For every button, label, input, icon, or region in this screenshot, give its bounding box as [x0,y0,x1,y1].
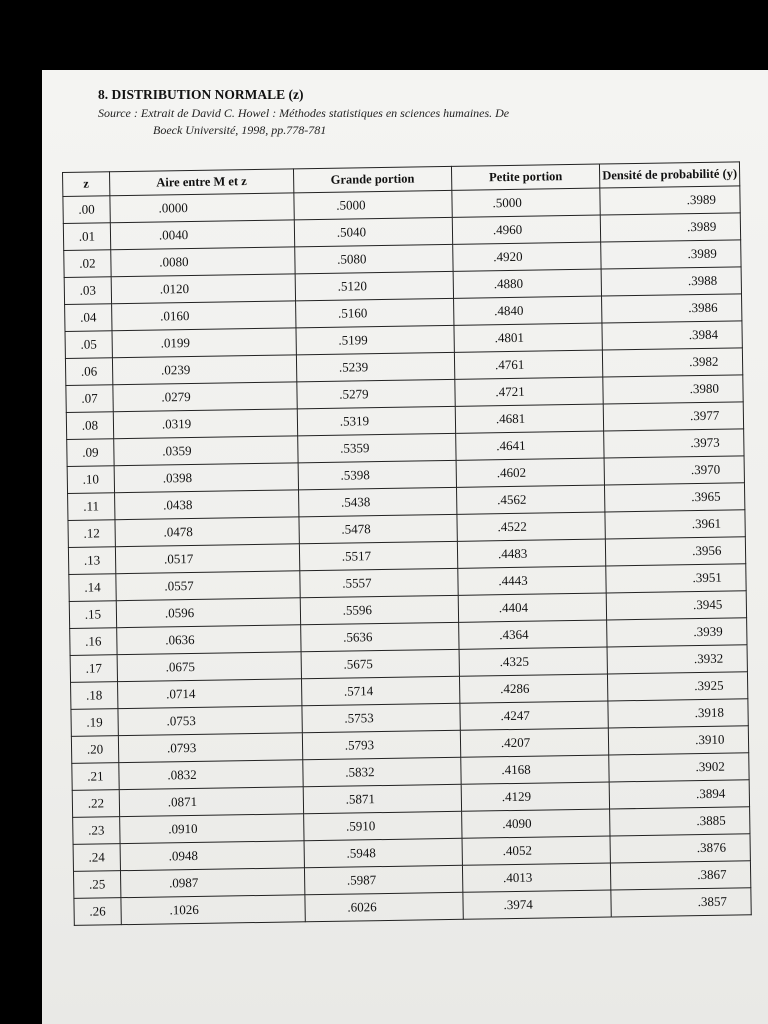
cell-densite: .3885 [610,807,750,836]
cell-grande: .5040 [294,217,453,246]
cell-aire: .0359 [114,436,298,466]
cell-aire: .0199 [112,328,296,358]
cell-grande: .5120 [295,271,454,300]
cell-aire: .0871 [119,787,303,817]
cell-densite: .3894 [609,780,749,809]
source-line-1: Source : Extrait de David C. Howel : Méthodes statistiques en sciences humaines. De [98,106,510,120]
cell-z: .02 [64,250,111,278]
cell-z: .06 [65,358,112,386]
cell-grande: .5000 [294,190,453,219]
cell-petite: .4681 [455,404,604,433]
cell-grande: .5636 [300,622,459,651]
cell-densite: .3956 [605,537,745,566]
cell-grande: .5675 [301,649,460,678]
cell-petite: .4286 [459,674,608,703]
cell-grande: .5948 [304,838,463,867]
cell-z: .14 [69,574,116,602]
cell-petite: .4325 [459,647,608,676]
cell-petite: .4562 [456,485,605,514]
cell-grande: .5832 [303,757,462,786]
cell-petite: .4880 [453,269,602,298]
cell-z: .22 [72,790,119,818]
cell-z: .13 [68,547,115,575]
cell-densite: .3961 [605,510,745,539]
cell-aire: .0160 [112,301,296,331]
cell-densite: .3857 [611,888,751,917]
cell-densite: .3973 [604,429,744,458]
cell-grande: .5910 [303,811,462,840]
cell-aire: .0517 [115,544,299,574]
cell-densite: .3980 [603,375,743,404]
cell-densite: .3939 [607,618,747,647]
cell-z: .10 [67,466,114,494]
cell-densite: .3988 [601,267,741,296]
cell-aire: .0438 [114,490,298,520]
cell-aire: .0636 [117,625,301,655]
cell-grande: .5793 [302,730,461,759]
normal-distribution-table [62,161,752,926]
cell-grande: .5871 [303,784,462,813]
cell-grande: .5239 [296,352,455,381]
cell-aire: .0714 [117,679,301,709]
cell-grande: .5160 [295,298,454,327]
cell-densite: .3902 [609,753,749,782]
header-z: z [63,172,110,197]
cell-grande: .5398 [298,460,457,489]
cell-aire: .0040 [110,220,294,250]
table-body [63,186,751,926]
cell-aire: .0596 [116,598,300,628]
cell-petite: .4443 [458,566,607,595]
cell-grande: .5279 [297,379,456,408]
cell-densite: .3945 [606,591,746,620]
cell-grande: .5517 [299,541,458,570]
cell-aire: .0675 [117,652,301,682]
cell-z: .21 [72,763,119,791]
cell-aire: .0793 [118,733,302,763]
header-grande: Grande portion [293,166,452,192]
cell-petite: .4761 [454,350,603,379]
cell-z: .25 [73,871,120,899]
source-line-2: Boeck Université, 1998, pp.778-781 [153,123,327,137]
cell-petite: .4168 [461,755,610,784]
cell-petite: .4920 [453,242,602,271]
cell-z: .04 [65,304,112,332]
cell-petite: .4404 [458,593,607,622]
cell-petite: .4483 [457,539,606,568]
cell-densite: .3977 [603,402,743,431]
cell-z: .00 [63,196,110,224]
cell-grande: .5478 [299,514,458,543]
cell-aire: .0080 [111,247,295,277]
cell-densite: .3918 [608,699,748,728]
cell-petite: .4129 [461,782,610,811]
cell-petite: .4522 [457,512,606,541]
cell-petite: .4641 [456,431,605,460]
cell-grande: .5359 [297,433,456,462]
cell-aire: .0120 [111,274,295,304]
cell-petite: .4052 [462,836,611,865]
cell-densite: .3982 [603,348,743,377]
cell-aire: .0239 [112,355,296,385]
cell-z: .03 [64,277,111,305]
cell-densite: .3965 [605,483,745,512]
cell-petite: .4721 [455,377,604,406]
cell-petite: .4364 [459,620,608,649]
cell-z: .18 [71,682,118,710]
cell-z: .12 [68,520,115,548]
header-petite: Petite portion [451,164,600,190]
cell-z: .08 [66,412,113,440]
cell-aire: .0987 [120,868,304,898]
cell-densite: .3989 [600,213,740,242]
cell-aire: .0557 [116,571,300,601]
cell-grande: .5319 [297,406,456,435]
cell-z: .09 [67,439,114,467]
cell-grande: .5199 [296,325,455,354]
cell-grande: .5080 [295,244,454,273]
cell-densite: .3910 [608,726,748,755]
cell-aire: .0398 [114,463,298,493]
cell-z: .24 [73,844,120,872]
cell-aire: .0948 [120,841,304,871]
cell-densite: .3925 [608,672,748,701]
cell-petite: .4090 [462,809,611,838]
cell-z: .19 [71,709,118,737]
cell-densite: .3951 [606,564,746,593]
cell-petite: .4207 [460,728,609,757]
cell-aire: .0910 [120,814,304,844]
cell-z: .07 [66,385,113,413]
cell-grande: .5557 [300,568,459,597]
cell-petite: .3974 [463,890,612,919]
cell-petite: .4013 [462,863,611,892]
cell-grande: .5596 [300,595,459,624]
cell-aire: .0832 [119,760,303,790]
cell-densite: .3932 [607,645,747,674]
cell-petite: .5000 [452,188,601,217]
header-densite: Densité de probabilité (y) [600,162,740,188]
cell-z: .16 [70,628,117,656]
cell-z: .26 [74,898,121,926]
cell-petite: .4801 [454,323,603,352]
cell-petite: .4602 [456,458,605,487]
cell-aire: .1026 [121,895,305,925]
cell-densite: .3876 [610,834,750,863]
cell-z: .15 [69,601,116,629]
cell-grande: .5714 [301,676,460,705]
cell-z: .23 [73,817,120,845]
cell-aire: .0753 [118,706,302,736]
cell-aire: .0478 [115,517,299,547]
cell-densite: .3986 [602,294,742,323]
cell-petite: .4840 [454,296,603,325]
cell-densite: .3984 [602,321,742,350]
cell-densite: .3989 [601,240,741,269]
cell-grande: .6026 [305,892,464,921]
cell-petite: .4247 [460,701,609,730]
cell-aire: .0000 [110,193,294,223]
cell-z: .17 [70,655,117,683]
cell-petite: .4960 [452,215,601,244]
cell-densite: .3989 [600,186,740,215]
cell-densite: .3867 [611,861,751,890]
cell-grande: .5438 [298,487,457,516]
cell-grande: .5987 [304,865,463,894]
header-aire: Aire entre M et z [109,169,293,196]
cell-z: .05 [65,331,112,359]
cell-aire: .0319 [113,409,297,439]
cell-aire: .0279 [113,382,297,412]
cell-z: .01 [63,223,110,251]
cell-z: .20 [71,736,118,764]
cell-grande: .5753 [302,703,461,732]
source-citation [98,105,658,139]
cell-densite: .3970 [604,456,744,485]
cell-z: .11 [68,493,115,521]
document-heading: 8. DISTRIBUTION NORMALE (z) [98,87,304,102]
